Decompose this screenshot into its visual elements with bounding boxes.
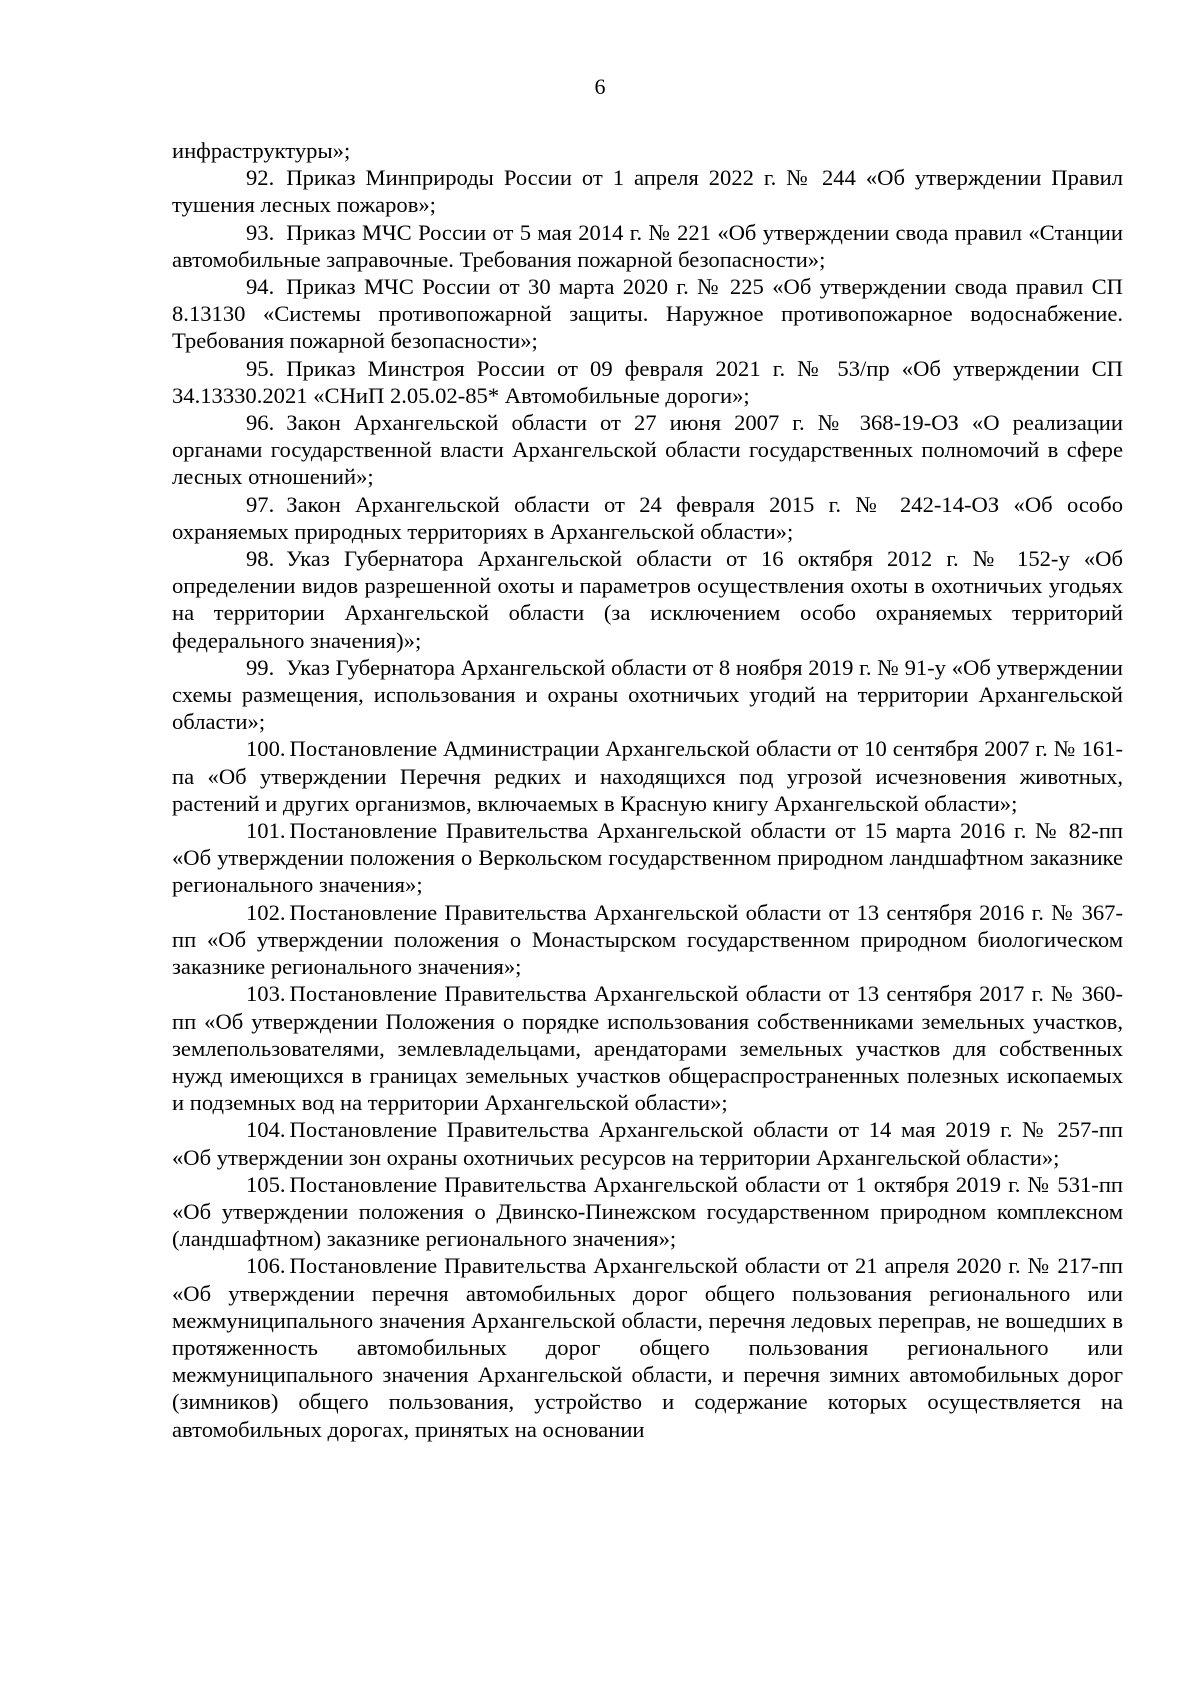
item-text: Приказ Минстроя России от 09 февраля 2021 г. № 53/пр «Об утверждении СП 34.13330.2021 «СНиП 2.05.02-85* Автомобильные дороги»; [172, 355, 1123, 408]
continuation-text: инфраструктуры»; [172, 138, 351, 163]
item-number: 96. [246, 410, 275, 436]
item-number: 104. [246, 1117, 286, 1143]
list-item-100 [172, 735, 1123, 817]
item-number: 97. [246, 491, 275, 517]
list-item-94 [172, 273, 1123, 355]
item-text: Указ Губернатора Архангельской области от 16 октября 2012 г. № 152-у «Об определении видов разрешенной охоты и параметров осуществления охоты в охотничьих угодьях на территории Архангельской области (за исключением особо охраняемых территорий федерального значения)»; [172, 546, 1123, 653]
list-item-105 [172, 1171, 1123, 1253]
list-item-93 [172, 219, 1123, 273]
list-item-106 [172, 1252, 1123, 1442]
list-item-99 [172, 654, 1123, 736]
item-text: Приказ Минприроды России от 1 апреля 2022 г. № 244 «Об утверждении Правил тушения лесных пожаров»; [172, 165, 1123, 218]
item-number: 106. [246, 1253, 286, 1279]
item-text: Постановление Правительства Архангельской области от 13 сентября 2016 г. № 367-пп «Об утверждении положения о Монастырском государственном природном биологическом заказнике регионального значения»; [172, 899, 1123, 980]
item-number: 103. [246, 981, 286, 1007]
list-item-97 [172, 491, 1123, 545]
item-text: Постановление Правительства Архангельской области от 21 апреля 2020 г. № 217-пп «Об утверждении перечня автомобильных дорог общего пользования регионального или межмуниципального значения Архангельской области, перечня ледовых переправ, не вошедших в протяженность автомобильных дорог общего пользования регионального или межмуниципального значения Архангельской области, и перечня зимних автомобильных дорог (зимников) общего пользования, устройство и содержание которых осуществляется на автомобильных дорогах, принятых на основании [172, 1253, 1123, 1442]
item-text: Постановление Правительства Архангельской области от 15 марта 2016 г. № 82-пп «Об утверждении положения о Веркольском государственном природном ландшафтном заказнике регионального значения»; [172, 818, 1123, 898]
list-item-103 [172, 980, 1123, 1116]
item-text: Закон Архангельской области от 27 июня 2007 г. № 368-19-ОЗ «О реализации органами государственной власти Архангельской области государственных полномочий в сфере лесных отношений»; [172, 410, 1123, 490]
list-item-95 [172, 355, 1123, 409]
item-number: 93. [246, 219, 275, 245]
list-item-96 [172, 409, 1123, 491]
page-number: 6 [594, 74, 606, 99]
list-item-92 [172, 164, 1123, 218]
item-number: 95. [246, 355, 275, 381]
item-number: 100. [246, 736, 286, 762]
list-item-104 [172, 1116, 1123, 1170]
item-number: 105. [246, 1171, 286, 1197]
item-number: 92. [246, 165, 275, 191]
item-number: 98. [246, 546, 275, 572]
list-item-101 [172, 817, 1123, 899]
item-text: Постановление Правительства Архангельской области от 13 сентября 2017 г. № 360-пп «Об утверждении Положения о порядке использования собственниками земельных участков, землепользователями, землевладельцами, арендаторами земельных участков для собственных нужд имеющихся в границах земельных участков общераспространенных полезных ископаемых и подземных вод на территории Архангельской области»; [172, 981, 1123, 1116]
item-number: 101. [246, 818, 286, 844]
item-text: Приказ МЧС России от 30 марта 2020 г. № 225 «Об утверждении свода правил СП 8.13130 «Системы противопожарной защиты. Наружное противопожарное водоснабжение. Требования пожарной безопасности»; [172, 274, 1123, 354]
item-text: Постановление Правительства Архангельской области от 14 мая 2019 г. № 257-пп «Об утверждении зон охраны охотничьих ресурсов на территории Архангельской области»; [172, 1117, 1123, 1170]
list-item-102 [172, 899, 1123, 981]
document-body [172, 137, 1123, 1443]
list-item-98 [172, 545, 1123, 654]
item-number: 99. [246, 654, 275, 680]
item-text: Закон Архангельской области от 24 февраля 2015 г. № 242-14-ОЗ «Об особо охраняемых природных территориях в Архангельской области»; [172, 491, 1123, 544]
item-text: Постановление Администрации Архангельской области от 10 сентября 2007 г. № 161-па «Об утверждении Перечня редких и находящихся под угрозой исчезновения животных, растений и других организмов, включаемых в Красную книгу Архангельской области»; [172, 736, 1123, 816]
item-text: Приказ МЧС России от 5 мая 2014 г. № 221 «Об утверждении свода правил «Станции автомобильные заправочные. Требования пожарной безопасности»; [172, 219, 1123, 272]
item-text: Постановление Правительства Архангельской области от 1 октября 2019 г. № 531-пп «Об утверждении положения о Двинско-Пинежском государственном природном комплексном (ландшафтном) заказнике регионального значения»; [172, 1171, 1123, 1252]
item-number: 102. [246, 899, 286, 925]
item-text: Указ Губернатора Архангельской области от 8 ноября 2019 г. № 91-у «Об утверждении схемы размещения, использования и охраны охотничьих угодий на территории Архангельской области»; [172, 654, 1123, 735]
item-number: 94. [246, 274, 275, 300]
